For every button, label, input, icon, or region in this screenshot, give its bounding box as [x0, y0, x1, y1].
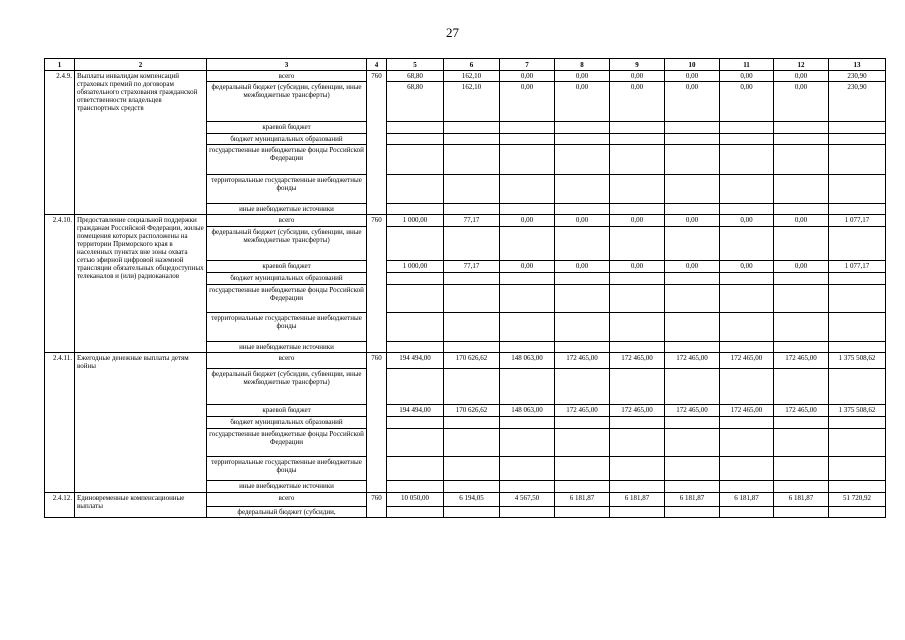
header-cell: 10 [665, 59, 720, 71]
value-cell [444, 273, 500, 285]
value-cell [444, 481, 500, 493]
value-cell [555, 342, 610, 353]
value-cell [555, 429, 610, 457]
header-cell: 6 [444, 59, 500, 71]
funding-source: всего [207, 215, 367, 227]
value-cell: 0,00 [774, 215, 829, 227]
value-cell [720, 227, 774, 261]
funding-source: иные внебюджетные источники [207, 481, 367, 493]
header-cell: 8 [555, 59, 610, 71]
value-cell [500, 429, 555, 457]
value-cell [610, 273, 665, 285]
value-cell: 172 465,00 [610, 405, 665, 417]
value-cell [829, 175, 886, 204]
value-cell [444, 204, 500, 215]
value-cell [829, 507, 886, 518]
value-cell [665, 429, 720, 457]
value-cell [500, 122, 555, 134]
funding-source: федеральный бюджет (субсидии, [207, 507, 367, 518]
value-cell [610, 342, 665, 353]
value-cell [387, 204, 444, 215]
value-cell [555, 417, 610, 429]
funding-source: федеральный бюджет (субсидии, субвенции, иные межбюджетные трансферты) [207, 369, 367, 405]
header-cell: 2 [75, 59, 207, 71]
value-cell: 77,17 [444, 215, 500, 227]
header-cell: 5 [387, 59, 444, 71]
value-cell [500, 273, 555, 285]
value-cell: 0,00 [610, 71, 665, 82]
value-cell [387, 369, 444, 405]
value-cell: 0,00 [665, 261, 720, 273]
value-cell [444, 457, 500, 481]
funding-source: краевой бюджет [207, 122, 367, 134]
value-cell: 0,00 [720, 215, 774, 227]
value-cell [387, 175, 444, 204]
value-cell [555, 481, 610, 493]
value-cell [665, 145, 720, 175]
value-cell: 172 465,00 [610, 353, 665, 369]
value-cell [444, 342, 500, 353]
col4-code: 760 [367, 215, 387, 353]
value-cell [774, 122, 829, 134]
value-cell [774, 273, 829, 285]
budget-table [44, 58, 886, 518]
value-cell: 172 465,00 [555, 353, 610, 369]
value-cell [665, 457, 720, 481]
header-cell: 11 [720, 59, 774, 71]
value-cell [610, 429, 665, 457]
value-cell [720, 342, 774, 353]
value-cell [665, 204, 720, 215]
value-cell: 1 000,00 [387, 215, 444, 227]
header-cell: 13 [829, 59, 886, 71]
value-cell: 0,00 [555, 215, 610, 227]
value-cell: 0,00 [500, 261, 555, 273]
row-code: 2.4.11. [45, 353, 75, 493]
value-cell [610, 481, 665, 493]
value-cell [444, 175, 500, 204]
value-cell [720, 204, 774, 215]
value-cell: 0,00 [500, 82, 555, 122]
value-cell: 194 494,00 [387, 353, 444, 369]
value-cell: 6 181,87 [665, 493, 720, 507]
value-cell [387, 507, 444, 518]
value-cell [774, 227, 829, 261]
col4-code: 760 [367, 493, 387, 518]
value-cell [387, 481, 444, 493]
value-cell [387, 227, 444, 261]
funding-source: федеральный бюджет (субсидии, субвенции, иные межбюджетные трансферты) [207, 227, 367, 261]
value-cell: 0,00 [774, 71, 829, 82]
value-cell [829, 227, 886, 261]
value-cell [555, 175, 610, 204]
value-cell: 1 077,17 [829, 215, 886, 227]
value-cell [610, 417, 665, 429]
value-cell: 172 465,00 [774, 405, 829, 417]
value-cell [665, 122, 720, 134]
row-name: Ежегодные денежные выплаты детям войны [75, 353, 207, 493]
value-cell: 1 000,00 [387, 261, 444, 273]
value-cell: 0,00 [665, 82, 720, 122]
funding-source: бюджет муниципальных образований [207, 134, 367, 145]
funding-source: бюджет муниципальных образований [207, 273, 367, 285]
value-cell [500, 313, 555, 342]
value-cell: 1 375 508,62 [829, 405, 886, 417]
value-cell [774, 145, 829, 175]
value-cell [500, 285, 555, 313]
value-cell [665, 134, 720, 145]
value-cell: 0,00 [774, 82, 829, 122]
value-cell: 170 626,62 [444, 405, 500, 417]
value-cell [555, 285, 610, 313]
value-cell [774, 285, 829, 313]
row-name: Предоставление социальной поддержки гражданам Российской Федерации, жилые помещения которых расположены на территории Приморского края в населенных пунктах вне зоны охвата сетью эфирной цифровой наземной трансляции обязательных общедоступных телеканалов и (или) радиоканалов [75, 215, 207, 353]
value-cell [444, 417, 500, 429]
value-cell [555, 122, 610, 134]
funding-source: государственные внебюджетные фонды Российской Федерации [207, 285, 367, 313]
value-cell [444, 122, 500, 134]
value-cell: 6 194,05 [444, 493, 500, 507]
value-cell: 6 181,87 [774, 493, 829, 507]
value-cell [555, 369, 610, 405]
value-cell [665, 369, 720, 405]
value-cell [500, 134, 555, 145]
funding-source: всего [207, 71, 367, 82]
value-cell [665, 227, 720, 261]
value-cell: 170 626,62 [444, 353, 500, 369]
value-cell [387, 342, 444, 353]
funding-source: всего [207, 353, 367, 369]
value-cell [720, 481, 774, 493]
value-cell [774, 204, 829, 215]
value-cell: 6 181,87 [720, 493, 774, 507]
header-cell: 7 [500, 59, 555, 71]
value-cell: 0,00 [665, 215, 720, 227]
value-cell [387, 457, 444, 481]
value-cell [774, 175, 829, 204]
value-cell [387, 145, 444, 175]
value-cell: 0,00 [720, 261, 774, 273]
value-cell [720, 175, 774, 204]
value-cell: 148 063,00 [500, 353, 555, 369]
value-cell [720, 369, 774, 405]
value-cell: 68,80 [387, 71, 444, 82]
value-cell [610, 175, 665, 204]
header-cell: 9 [610, 59, 665, 71]
value-cell: 77,17 [444, 261, 500, 273]
value-cell [500, 342, 555, 353]
value-cell [665, 313, 720, 342]
value-cell [829, 429, 886, 457]
value-cell [720, 134, 774, 145]
value-cell [444, 313, 500, 342]
value-cell [829, 417, 886, 429]
funding-source: территориальные государственные внебюджетные фонды [207, 457, 367, 481]
row-name: Единовременные компенсационные выплаты [75, 493, 207, 518]
value-cell [555, 273, 610, 285]
funding-source: федеральный бюджет (субсидии, субвенции, иные межбюджетные трансферты) [207, 82, 367, 122]
value-cell [555, 507, 610, 518]
value-cell [387, 313, 444, 342]
value-cell: 194 494,00 [387, 405, 444, 417]
value-cell [774, 342, 829, 353]
row-code: 2.4.9. [45, 71, 75, 215]
value-cell: 0,00 [610, 82, 665, 122]
value-cell [665, 273, 720, 285]
header-row [45, 59, 886, 71]
value-cell [774, 481, 829, 493]
value-cell [500, 227, 555, 261]
value-cell: 51 720,92 [829, 493, 886, 507]
value-cell: 6 181,87 [610, 493, 665, 507]
value-cell [829, 122, 886, 134]
value-cell [500, 481, 555, 493]
value-cell: 4 567,50 [500, 493, 555, 507]
value-cell [665, 285, 720, 313]
value-cell [610, 285, 665, 313]
value-cell [829, 369, 886, 405]
value-cell: 172 465,00 [555, 405, 610, 417]
value-cell [555, 145, 610, 175]
value-cell [444, 145, 500, 175]
value-cell: 172 465,00 [720, 353, 774, 369]
value-cell [610, 457, 665, 481]
value-cell [829, 204, 886, 215]
table-row [45, 493, 886, 507]
value-cell [720, 273, 774, 285]
value-cell [720, 417, 774, 429]
value-cell [829, 134, 886, 145]
value-cell [444, 285, 500, 313]
value-cell [774, 313, 829, 342]
funding-source: территориальные государственные внебюджетные фонды [207, 313, 367, 342]
value-cell: 6 181,87 [555, 493, 610, 507]
value-cell [720, 507, 774, 518]
funding-source: иные внебюджетные источники [207, 342, 367, 353]
value-cell [829, 481, 886, 493]
funding-source: государственные внебюджетные фонды Российской Федерации [207, 429, 367, 457]
value-cell [610, 122, 665, 134]
value-cell [610, 134, 665, 145]
funding-source: краевой бюджет [207, 405, 367, 417]
value-cell: 0,00 [500, 71, 555, 82]
value-cell [610, 313, 665, 342]
value-cell [444, 507, 500, 518]
value-cell: 0,00 [610, 261, 665, 273]
value-cell: 0,00 [555, 82, 610, 122]
table-row [45, 215, 886, 227]
value-cell [774, 417, 829, 429]
table-row [45, 71, 886, 82]
value-cell [387, 429, 444, 457]
value-cell [387, 134, 444, 145]
value-cell: 162,10 [444, 71, 500, 82]
value-cell: 172 465,00 [665, 405, 720, 417]
value-cell [829, 457, 886, 481]
value-cell [555, 313, 610, 342]
value-cell [444, 369, 500, 405]
funding-source: всего [207, 493, 367, 507]
value-cell: 230,90 [829, 71, 886, 82]
value-cell [665, 481, 720, 493]
value-cell [774, 369, 829, 405]
header-cell: 4 [367, 59, 387, 71]
value-cell [555, 457, 610, 481]
value-cell [444, 134, 500, 145]
value-cell [610, 369, 665, 405]
value-cell [774, 507, 829, 518]
value-cell [720, 285, 774, 313]
header-cell: 1 [45, 59, 75, 71]
value-cell [610, 145, 665, 175]
funding-source: государственные внебюджетные фонды Российской Федерации [207, 145, 367, 175]
value-cell [500, 204, 555, 215]
page-number: 27 [446, 25, 459, 40]
funding-source: территориальные государственные внебюджетные фонды [207, 175, 367, 204]
value-cell [829, 273, 886, 285]
value-cell [387, 122, 444, 134]
value-cell [774, 457, 829, 481]
row-code: 2.4.10. [45, 215, 75, 353]
value-cell: 172 465,00 [665, 353, 720, 369]
row-code: 2.4.12. [45, 493, 75, 518]
value-cell [500, 417, 555, 429]
value-cell [500, 175, 555, 204]
value-cell: 0,00 [665, 71, 720, 82]
value-cell [720, 429, 774, 457]
value-cell [774, 429, 829, 457]
value-cell: 172 465,00 [774, 353, 829, 369]
value-cell [387, 417, 444, 429]
value-cell [665, 175, 720, 204]
col4-code: 760 [367, 353, 387, 493]
value-cell [610, 227, 665, 261]
value-cell [387, 285, 444, 313]
row-name: Выплаты инвалидам компенсаций страховых премий по договорам обязательного страхования гражданской ответственности владельцев транспортных средств [75, 71, 207, 215]
col4-code: 760 [367, 71, 387, 215]
value-cell [555, 227, 610, 261]
value-cell [829, 285, 886, 313]
value-cell [500, 145, 555, 175]
value-cell [444, 429, 500, 457]
value-cell [720, 145, 774, 175]
value-cell [555, 204, 610, 215]
value-cell [774, 134, 829, 145]
value-cell [665, 417, 720, 429]
value-cell: 0,00 [610, 215, 665, 227]
value-cell: 162,10 [444, 82, 500, 122]
value-cell [720, 313, 774, 342]
value-cell [387, 273, 444, 285]
value-cell: 230,90 [829, 82, 886, 122]
value-cell [720, 457, 774, 481]
value-cell [829, 342, 886, 353]
value-cell [444, 227, 500, 261]
value-cell [829, 313, 886, 342]
value-cell [555, 134, 610, 145]
header-cell: 12 [774, 59, 829, 71]
value-cell: 148 063,00 [500, 405, 555, 417]
funding-source: краевой бюджет [207, 261, 367, 273]
funding-source: бюджет муниципальных образований [207, 417, 367, 429]
value-cell [500, 457, 555, 481]
value-cell: 0,00 [500, 215, 555, 227]
value-cell [665, 507, 720, 518]
value-cell [829, 145, 886, 175]
value-cell [500, 369, 555, 405]
value-cell [500, 507, 555, 518]
value-cell: 1 375 508,62 [829, 353, 886, 369]
value-cell: 0,00 [774, 261, 829, 273]
value-cell: 172 465,00 [720, 405, 774, 417]
value-cell: 0,00 [555, 261, 610, 273]
value-cell [610, 204, 665, 215]
funding-source: иные внебюджетные источники [207, 204, 367, 215]
value-cell: 0,00 [720, 82, 774, 122]
value-cell: 0,00 [720, 71, 774, 82]
value-cell [610, 507, 665, 518]
header-cell: 3 [207, 59, 367, 71]
value-cell [720, 122, 774, 134]
value-cell [665, 342, 720, 353]
table-row [45, 353, 886, 369]
value-cell: 10 050,00 [387, 493, 444, 507]
value-cell: 0,00 [555, 71, 610, 82]
value-cell: 1 077,17 [829, 261, 886, 273]
value-cell: 68,80 [387, 82, 444, 122]
